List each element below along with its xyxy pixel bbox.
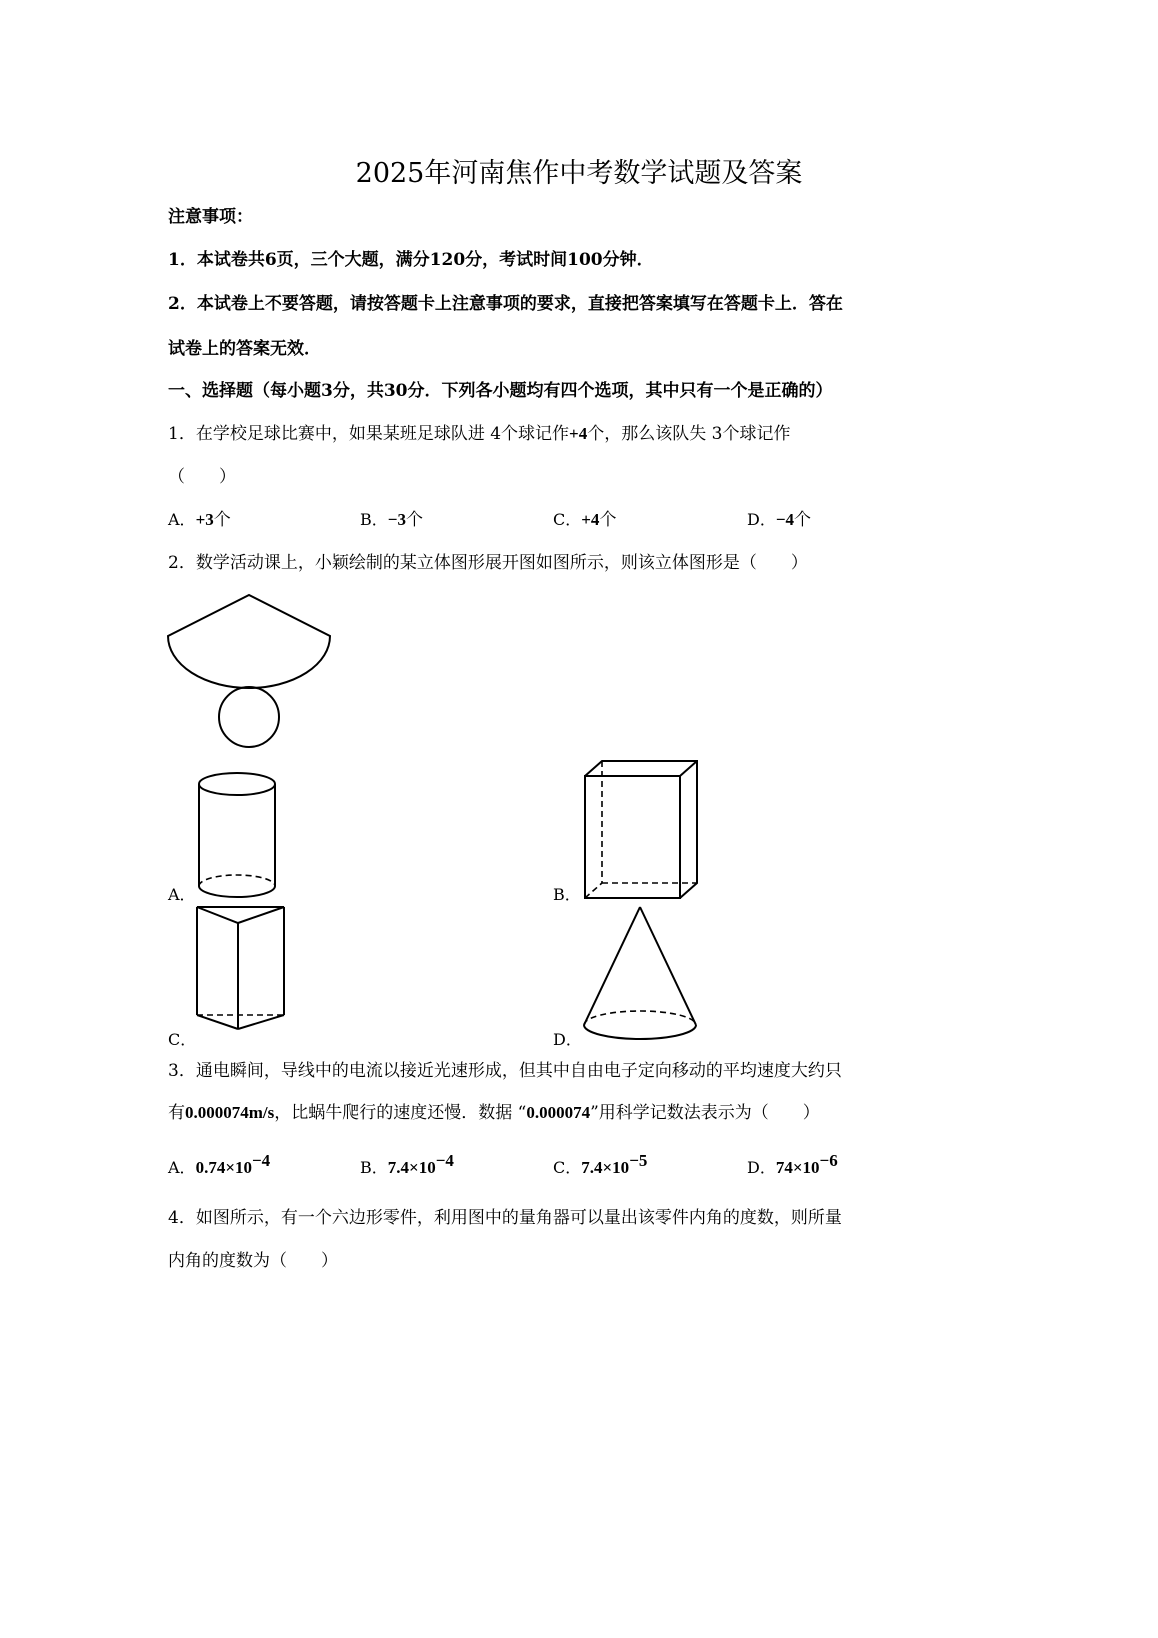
q3-option-a: A．$0.74\times 10^{-4}$ [168,1151,271,1177]
page-title: 2025年河南焦作中考数学试题及答案 [355,158,803,189]
q2-option-b-label: B． [553,885,581,904]
q1-stem-text-b: 个，那么该队失 3个球记作 [587,424,791,444]
q2-option-b-prism-figure [580,758,705,903]
note-2-line-2: 试卷上的答案无效． [168,339,321,359]
notes-heading: 注意事项： [168,207,253,227]
q2-option-c-triangular-prism-figure [192,903,292,1033]
q1-option-c: C．+4个 [553,510,617,530]
note-1: 1．本试卷共6页，三个大题，满分120分，考试时间100分钟． [168,250,654,270]
q1-stem-math: +4 [569,424,588,443]
q2-option-c-label: C． [168,1030,197,1049]
q2-option-a-label: A． [168,885,196,904]
q2-option-a-cylinder-figure [195,770,280,902]
cone-net-figure [160,590,340,755]
question-1-stem [168,424,790,444]
question-2-stem: 2．数学活动课上，小颖绘制的某立体图形展开图如图所示，则该立体图形是（ ） [168,553,808,573]
q3-option-c: C．$7.4\times 10^{-5}$ [553,1151,648,1177]
question-3-line-1: 3．通电瞬间，导线中的电流以接近光速形成，但其中自由电子定向移动的平均速度大约只 [168,1061,842,1081]
question-3-line-2: 有0.000074m/s，比蜗牛爬行的速度还慢．数据 “0.000074”用科学记数法表示为（ ） [168,1103,820,1123]
q1-stem-text-a: 1．在学校足球比赛中，如果某班足球队进 4个球记作 [168,424,570,444]
section-heading: 一、选择题（每小题3分，共30分．下列各小题均有四个选项，其中只有一个是正确的） [168,381,833,401]
net-circle [219,687,279,747]
q3-option-d: D．$74\times 10^{-6}$ [747,1151,838,1177]
q2-option-d-cone-figure [580,903,700,1043]
question-4-line-1: 4．如图所示，有一个六边形零件，利用图中的量角器可以量出该零件内角的度数，则所量 [168,1208,842,1228]
question-4-line-2: 内角的度数为（ ） [168,1251,338,1271]
q3-speed-value: 0.000074m/s [185,1103,275,1122]
q1-option-b: B．−3个 [360,510,423,530]
q1-option-d: D．−4个 [747,510,812,530]
q1-option-a: A．+3个 [168,510,231,530]
question-1-paren: （ ） [168,467,236,487]
q3-quoted-number: 0.000074 [526,1103,591,1122]
note-2-line-1: 2．本试卷上不要答题，请按答题卡上注意事项的要求，直接把答案填写在答题卡上．答在 [168,294,843,314]
q3-option-b: B．$7.4\times 10^{-4}$ [360,1151,454,1177]
net-sector [168,595,330,688]
q2-option-d-label: D． [553,1030,582,1049]
